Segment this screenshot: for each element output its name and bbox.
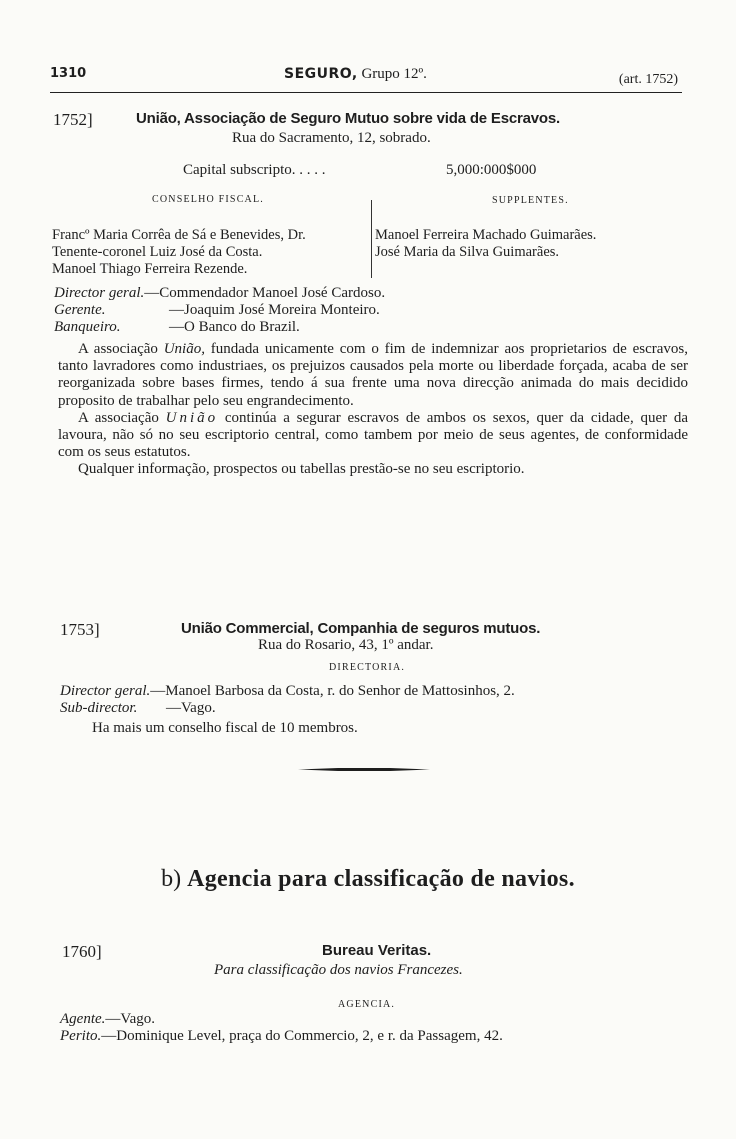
entry-title: União, Associação de Seguro Mutuo sobre vida de Escravos. [136, 110, 561, 127]
supplement-member: José Maria da Silva Guimarães. [375, 244, 560, 260]
paragraph: Qualquer informação, prospectos ou tabellas prestão-se no seu escriptorio. [78, 461, 525, 478]
council-heading: CONSELHO FISCAL. [152, 194, 264, 205]
officer-name: —Manoel Barbosa da Costa, r. do Senhor de Mattosinhos, 2. [150, 683, 515, 699]
column-divider [371, 200, 372, 278]
entry-description [58, 341, 688, 479]
officer-role: Perito. [60, 1028, 102, 1044]
officer-name: —Joaquim José Moreira Monteiro. [169, 302, 380, 318]
paragraph: A associação União, fundada unicamente com o fim de indemnizar aos proprietarios de escravos, tanto lavradores como industriaes, os prejuizos causados pela morte ou liberdade forçada, acaba de ser reorganizada sobre bases firmes, tendo á sua frente uma nova direcção animada do mais decidido proposito de trabalhar pelo seu engrandecimento. [58, 341, 688, 409]
council-member: Manoel Thiago Ferreira Rezende. [52, 261, 248, 277]
section-heading [0, 866, 736, 893]
capital-value: 5,000:000$000 [446, 162, 537, 178]
entry-number: 1752] [53, 110, 93, 129]
officer-role: Director geral. [60, 683, 151, 699]
officer-name: —Vago. [105, 1011, 155, 1027]
header-group: Grupo 12º. [361, 66, 427, 82]
officer-line [60, 683, 515, 700]
supplement-member: Manoel Ferreira Machado Guimarães. [375, 227, 597, 243]
entry-number: 1753] [60, 620, 100, 639]
page-number: 1310 [50, 66, 87, 81]
section-title: Agencia para classificação de navios. [187, 866, 575, 892]
officer-role: Agente. [60, 1011, 106, 1027]
officer-role: Sub-director. [60, 700, 138, 716]
header-title-group [284, 66, 427, 83]
paragraph: A associação União continúa a segurar escravos de ambos os sexos, quer da cidade, quer da lavoura, não só no seu escriptorio central, como tambem por meio de seus agentes, de conformidade com os seus estatutos. [58, 409, 688, 461]
section-label: b) [161, 866, 182, 892]
entry-address: Rua do Sacramento, 12, sobrado. [232, 130, 431, 146]
entry-number: 1760] [62, 942, 102, 961]
officer-role: Gerente. [54, 302, 106, 318]
officer-line [60, 700, 216, 717]
officer-name: —Dominique Level, praça do Commercio, 2, e r. da Passagem, 42. [101, 1028, 503, 1044]
officer-role: Director geral. [54, 285, 145, 301]
officer-name: —O Banco do Brazil. [169, 319, 300, 335]
entry-title: Bureau Veritas. [322, 942, 432, 959]
officer-name: —Vago. [166, 700, 216, 716]
ornamental-rule [298, 767, 430, 772]
officer-line [60, 1028, 503, 1045]
entry-note: Ha mais um conselho fiscal de 10 membros. [92, 720, 358, 736]
header-article: (art. 1752) [618, 72, 678, 87]
officer-line [54, 302, 380, 319]
header-title: SEGURO, [284, 66, 358, 82]
officer-role: Banqueiro. [54, 319, 121, 335]
officer-name: —Commendador Manoel José Cardoso. [144, 285, 386, 301]
entry-subtitle: Para classificação dos navios Francezes. [214, 962, 463, 978]
council-member: Tenente-coronel Luiz José da Costa. [52, 244, 263, 260]
officer-line [54, 319, 300, 336]
board-heading: DIRECTORIA. [329, 662, 406, 673]
capital-label: Capital subscripto. . . . . [183, 162, 326, 178]
agency-heading: AGENCIA. [338, 999, 396, 1010]
supplements-heading: SUPPLENTES. [492, 195, 569, 206]
council-member: Francº Maria Corrêa de Sá e Benevides, Dr. [52, 227, 306, 243]
running-header [50, 62, 682, 93]
officer-line [60, 1011, 155, 1028]
entry-address: Rua do Rosario, 43, 1º andar. [258, 637, 434, 653]
officer-line [54, 285, 385, 302]
entry-title: União Commercial, Companhia de seguros mutuos. [181, 620, 541, 637]
